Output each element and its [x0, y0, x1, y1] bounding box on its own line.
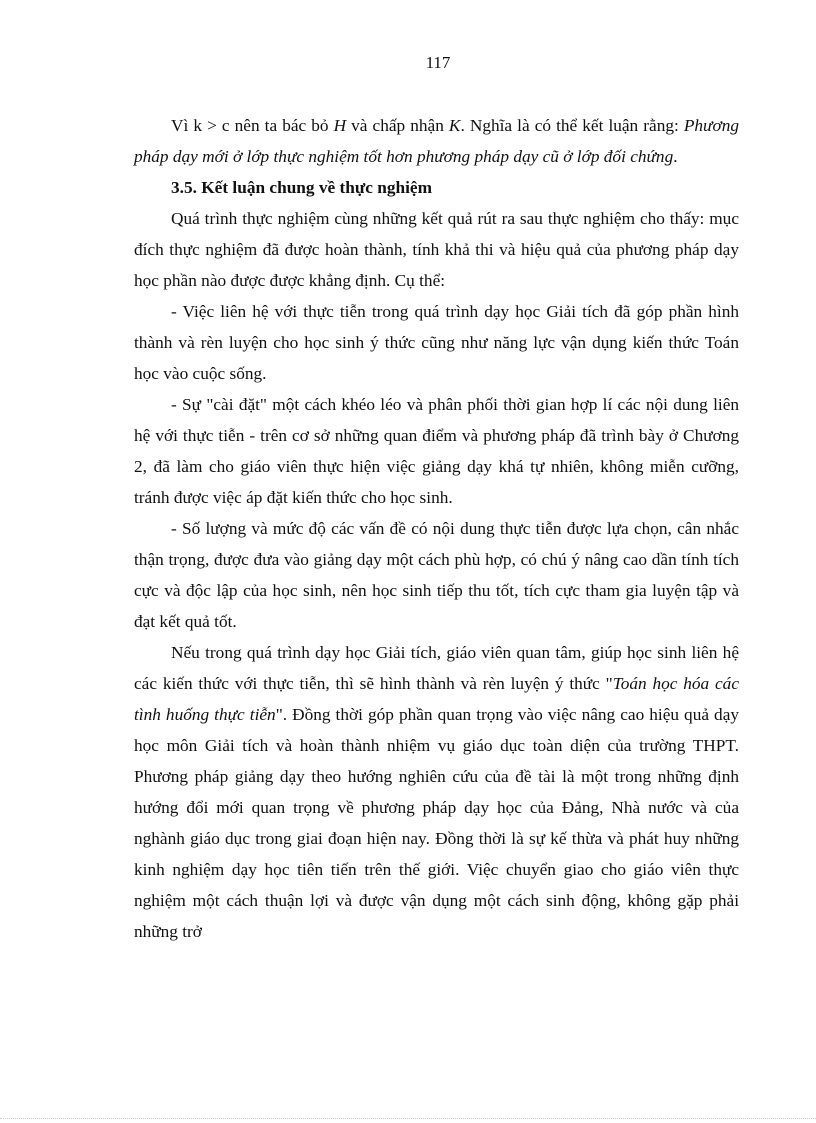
page-bottom-divider	[0, 1118, 816, 1119]
page-number: 117	[425, 53, 451, 72]
section-heading: 3.5. Kết luận chung về thực nghiệm	[171, 178, 432, 197]
hypothesis-h: H	[333, 116, 347, 135]
conclusion-italic: Phương pháp dạy mới ở lớp thực nghiệm tốt hơn phương pháp dạy cũ ở lớp đối chứng	[134, 116, 739, 166]
quoted-italic: Toán học hóa các tình huống thực tiễn	[134, 674, 739, 724]
text: .	[673, 147, 678, 166]
page-body	[134, 110, 739, 947]
text: Nếu trong quá trình dạy học Giải tích, giáo viên quan tâm, giúp học sinh liên hệ các kiến thức với thực tiễn, thì sẽ hình thành và rèn luyện ý thức "	[134, 643, 739, 693]
hypothesis-k: K	[448, 116, 461, 135]
paragraph-summary	[134, 637, 739, 947]
text: và chấp nhận	[346, 116, 449, 135]
paragraph-intro: Quá trình thực nghiệm cùng những kết quả rút ra sau thực nghiệm cho thấy: mục đích thực nghiệm đã được hoàn thành, tính khả thi và hiệu quả của phương pháp dạy học phần nào được được khẳng định. Cụ thể:	[134, 209, 739, 290]
text: Vì k > c nên ta bác bỏ	[171, 116, 334, 135]
text: . Nghĩa là có thể kết luận rằng:	[460, 116, 684, 135]
paragraph-conclusion	[134, 110, 739, 172]
text: ". Đồng thời góp phần quan trọng vào việc nâng cao hiệu quả dạy học môn Giải tích và hoàn thành nhiệm vụ giáo dục toàn diện của trường THPT. Phương pháp giảng dạy theo hướng nghiên cứu của đề tài là một trong những định hướng đổi mới quan trọng về phương pháp dạy học của Đảng, Nhà nước và của nghành giáo dục trong giai đoạn hiện nay. Đồng thời là sự kế thừa và phát huy những kinh nghiệm dạy học tiên tiến trên thế giới. Việc chuyển giao cho giáo viên thực nghiệm một cách thuận lợi và được vận dụng một cách sinh động, không gặp phải những trở	[134, 705, 740, 941]
bullet-item-2: - Sự "cài đặt" một cách khéo léo và phân phối thời gian hợp lí các nội dung liên hệ với thực tiễn - trên cơ sở những quan điểm và phương pháp đã trình bày ở Chương 2, đã làm cho giáo viên thực hiện việc giảng dạy khá tự nhiên, không miễn cưỡng, tránh được việc áp đặt kiến thức cho học sinh.	[134, 395, 739, 507]
bullet-item-1: - Việc liên hệ với thực tiễn trong quá trình dạy học Giải tích đã góp phần hình thành và rèn luyện cho học sinh ý thức cũng như năng lực vận dụng kiến thức Toán học vào cuộc sống.	[134, 302, 739, 383]
bullet-item-3: - Số lượng và mức độ các vấn đề có nội dung thực tiễn được lựa chọn, cân nhắc thận trọng, được đưa vào giảng dạy một cách phù hợp, có chú ý nâng cao dần tính tích cực và độc lập của học sinh, nên học sinh tiếp thu tốt, tích cực tham gia luyện tập và đạt kết quả tốt.	[134, 519, 739, 631]
